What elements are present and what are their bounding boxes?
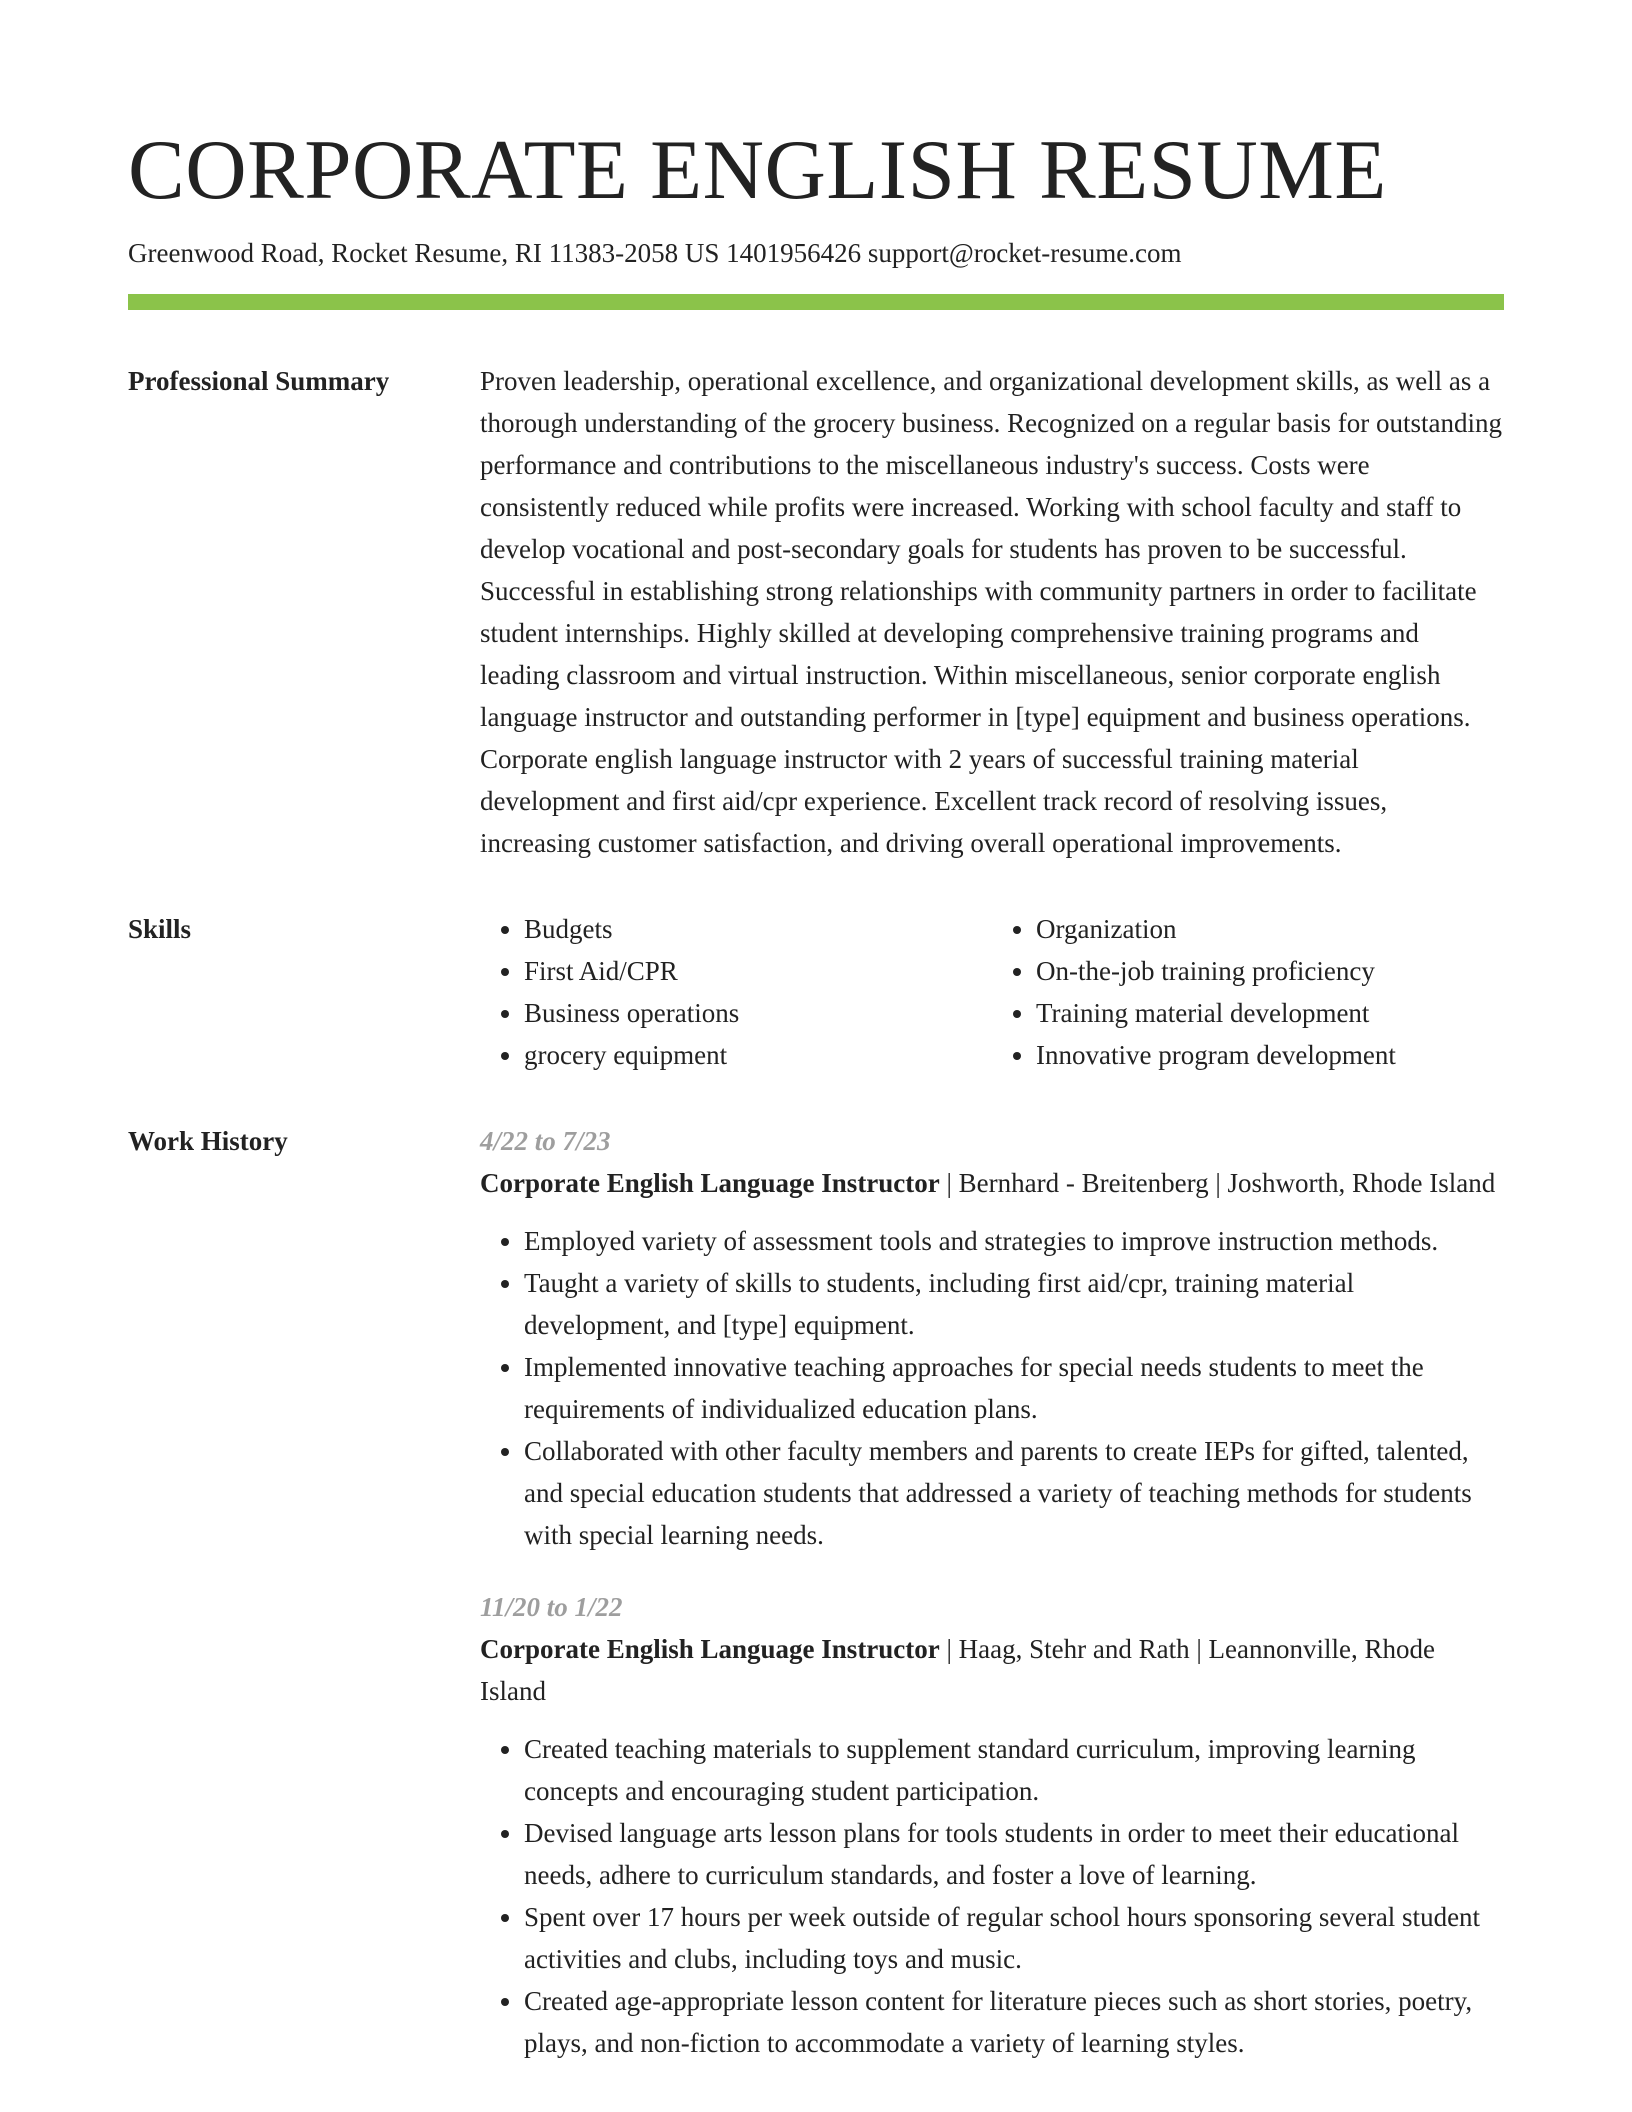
job-dates: 11/20 to 1/22 <box>480 1592 623 1622</box>
skill-item: • Organization <box>1036 908 1504 950</box>
resume-title: CORPORATE ENGLISH RESUME <box>128 123 1387 217</box>
contact-address: Greenwood Road, Rocket Resume, RI 11383-2058 US <box>128 238 720 268</box>
skills-list <box>480 908 1504 1076</box>
job-dates: 4/22 to 7/23 <box>480 1126 611 1156</box>
job-employer-location: | Bernhard - Breitenberg | Joshworth, Rhode Island <box>939 1168 1496 1198</box>
summary-section <box>128 360 1504 864</box>
work-history-heading: Work History <box>128 1126 288 1156</box>
contact-email: support@rocket-resume.com <box>867 238 1182 268</box>
skills-column-right <box>992 908 1504 1076</box>
job-bullet: • Collaborated with other faculty members and parents to create IEPs for gifted, talented, and special education students that addressed a variety of teaching methods for students with special learning needs. <box>524 1430 1504 1556</box>
skill-item: • Innovative program development <box>1036 1034 1504 1076</box>
job-title: Corporate English Language Instructor <box>480 1168 940 1198</box>
skill-item: • grocery equipment <box>524 1034 992 1076</box>
job-responsibilities <box>480 1728 1504 2064</box>
job-title-line <box>480 1162 1504 1204</box>
job-title: Corporate English Language Instructor <box>480 1634 940 1664</box>
job-bullet: • Devised language arts lesson plans for tools students in order to meet their educational needs, adhere to curriculum standards, and foster a love of learning. <box>524 1812 1504 1896</box>
job-bullet: • Created teaching materials to supplement standard curriculum, improving learning concepts and encouraging student participation. <box>524 1728 1504 1812</box>
skill-item: • On-the-job training proficiency <box>1036 950 1504 992</box>
summary-heading: Professional Summary <box>128 366 390 396</box>
job-entry <box>480 1586 1504 2064</box>
job-bullet: • Taught a variety of skills to students, including first aid/cpr, training material development, and [type] equipment. <box>524 1262 1504 1346</box>
summary-text: Proven leadership, operational excellence, and organizational development skills, as well as a thorough understanding of the grocery business. Recognized on a regular basis for outstanding performance and contributions to the miscellaneous industry's success. Costs were consistently reduced while profits were increased. Working with school faculty and staff to develop vocational and post-secondary goals for students has proven to be successful. Successful in establishing strong relationships with community partners in order to facilitate student internships. Highly skilled at developing comprehensive training programs and leading classroom and virtual instruction. Within miscellaneous, senior corporate english language instructor and outstanding performer in [type] equipment and business operations. Corporate english language instructor with 2 years of successful training material development and first aid/cpr experience. Excellent track record of resolving issues, increasing customer satisfaction, and driving overall operational improvements. <box>480 366 1503 858</box>
work-history-section <box>128 1120 1504 2064</box>
skills-column-left <box>480 908 992 1076</box>
skill-item: • Budgets <box>524 908 992 950</box>
job-title-line <box>480 1628 1504 1712</box>
skill-item: • First Aid/CPR <box>524 950 992 992</box>
job-employer-location: | Haag, Stehr and Rath | Leannonville, Rhode Island <box>480 1634 1435 1706</box>
work-history-content <box>480 1120 1504 2064</box>
job-bullet: • Employed variety of assessment tools and strategies to improve instruction methods. <box>524 1220 1504 1262</box>
contact-line <box>128 236 1504 270</box>
job-bullet: • Created age-appropriate lesson content for literature pieces such as short stories, poetry, plays, and non-fiction to accommodate a variety of learning styles. <box>524 1980 1504 2064</box>
skills-heading: Skills <box>128 914 192 944</box>
job-entry <box>480 1120 1504 1556</box>
job-bullet: • Spent over 17 hours per week outside of regular school hours sponsoring several student activities and clubs, including toys and music. <box>524 1896 1504 1980</box>
skills-section <box>128 908 1504 1076</box>
skill-item: • Business operations <box>524 992 992 1034</box>
summary-content <box>480 360 1504 864</box>
job-responsibilities <box>480 1220 1504 1556</box>
job-bullet: • Implemented innovative teaching approaches for special needs students to meet the requirements of individualized education plans. <box>524 1346 1504 1430</box>
header-divider <box>128 294 1504 310</box>
contact-phone: 1401956426 <box>726 238 862 268</box>
skill-item: • Training material development <box>1036 992 1504 1034</box>
